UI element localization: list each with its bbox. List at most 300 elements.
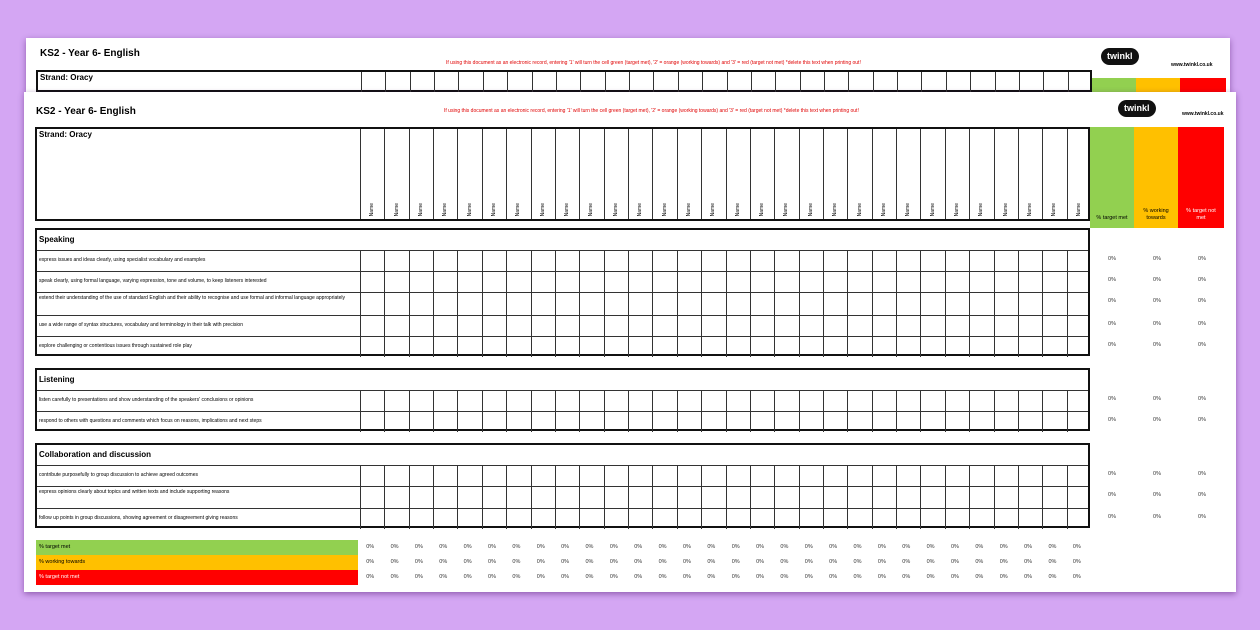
assessment-cell[interactable] [872, 336, 896, 357]
assessment-cell[interactable] [994, 411, 1018, 432]
assessment-cell[interactable] [920, 411, 944, 432]
assessment-cell[interactable] [506, 336, 530, 357]
assessment-cell[interactable] [652, 315, 676, 336]
assessment-cell[interactable] [677, 508, 701, 529]
assessment-cell[interactable] [701, 390, 725, 411]
assessment-cell[interactable] [604, 250, 628, 271]
column-name-header[interactable]: Name [783, 202, 790, 216]
assessment-cell[interactable] [433, 390, 457, 411]
assessment-cell[interactable] [701, 486, 725, 508]
assessment-cell[interactable] [847, 315, 871, 336]
assessment-cell[interactable] [896, 315, 920, 336]
assessment-cell[interactable] [457, 336, 481, 357]
assessment-cell[interactable] [482, 411, 506, 432]
assessment-cell[interactable] [799, 486, 823, 508]
assessment-cell[interactable] [433, 508, 457, 529]
assessment-cell[interactable] [555, 508, 579, 529]
column-name-header[interactable]: Name [807, 202, 814, 216]
assessment-cell[interactable] [847, 271, 871, 292]
assessment-cell[interactable] [847, 250, 871, 271]
assessment-cell[interactable] [1067, 271, 1091, 292]
assessment-cell[interactable] [652, 411, 676, 432]
assessment-cell[interactable] [384, 292, 408, 315]
assessment-cell[interactable] [1042, 292, 1066, 315]
assessment-cell[interactable] [506, 486, 530, 508]
assessment-cell[interactable] [823, 292, 847, 315]
assessment-cell[interactable] [579, 315, 603, 336]
assessment-cell[interactable] [457, 292, 481, 315]
assessment-cell[interactable] [482, 336, 506, 357]
assessment-cell[interactable] [555, 465, 579, 486]
assessment-cell[interactable] [482, 486, 506, 508]
assessment-cell[interactable] [701, 271, 725, 292]
assessment-cell[interactable] [945, 486, 969, 508]
assessment-cell[interactable] [677, 390, 701, 411]
assessment-cell[interactable] [701, 250, 725, 271]
column-name-header[interactable]: Name [661, 202, 668, 216]
assessment-cell[interactable] [920, 336, 944, 357]
assessment-cell[interactable] [726, 315, 750, 336]
assessment-cell[interactable] [872, 508, 896, 529]
assessment-cell[interactable] [652, 292, 676, 315]
assessment-cell[interactable] [799, 315, 823, 336]
assessment-cell[interactable] [482, 508, 506, 529]
assessment-cell[interactable] [994, 271, 1018, 292]
assessment-cell[interactable] [652, 508, 676, 529]
assessment-cell[interactable] [384, 271, 408, 292]
assessment-cell[interactable] [1042, 315, 1066, 336]
assessment-cell[interactable] [1067, 250, 1091, 271]
assessment-cell[interactable] [750, 336, 774, 357]
assessment-cell[interactable] [774, 465, 798, 486]
assessment-cell[interactable] [409, 486, 433, 508]
assessment-cell[interactable] [506, 292, 530, 315]
assessment-cell[interactable] [1018, 292, 1042, 315]
assessment-cell[interactable] [945, 390, 969, 411]
assessment-cell[interactable] [384, 390, 408, 411]
assessment-cell[interactable] [1042, 486, 1066, 508]
column-name-header[interactable]: Name [685, 202, 692, 216]
assessment-cell[interactable] [896, 465, 920, 486]
assessment-cell[interactable] [774, 292, 798, 315]
assessment-cell[interactable] [1067, 336, 1091, 357]
column-name-header[interactable]: Name [832, 202, 839, 216]
assessment-cell[interactable] [360, 508, 384, 529]
assessment-cell[interactable] [604, 486, 628, 508]
column-name-header[interactable]: Name [369, 202, 376, 216]
assessment-cell[interactable] [384, 336, 408, 357]
assessment-cell[interactable] [750, 315, 774, 336]
assessment-cell[interactable] [482, 271, 506, 292]
assessment-cell[interactable] [969, 336, 993, 357]
assessment-cell[interactable] [896, 508, 920, 529]
assessment-cell[interactable] [433, 465, 457, 486]
assessment-cell[interactable] [1018, 486, 1042, 508]
assessment-cell[interactable] [579, 250, 603, 271]
assessment-cell[interactable] [360, 465, 384, 486]
assessment-cell[interactable] [604, 292, 628, 315]
assessment-cell[interactable] [360, 315, 384, 336]
column-name-header[interactable]: Name [612, 202, 619, 216]
assessment-cell[interactable] [628, 390, 652, 411]
assessment-cell[interactable] [579, 465, 603, 486]
assessment-cell[interactable] [628, 465, 652, 486]
assessment-cell[interactable] [920, 271, 944, 292]
assessment-cell[interactable] [360, 336, 384, 357]
assessment-cell[interactable] [384, 250, 408, 271]
assessment-cell[interactable] [701, 315, 725, 336]
assessment-cell[interactable] [433, 292, 457, 315]
assessment-cell[interactable] [409, 411, 433, 432]
assessment-cell[interactable] [360, 250, 384, 271]
assessment-cell[interactable] [677, 250, 701, 271]
column-name-header[interactable]: Name [1075, 202, 1082, 216]
column-name-header[interactable]: Name [564, 202, 571, 216]
assessment-cell[interactable] [652, 465, 676, 486]
assessment-cell[interactable] [579, 390, 603, 411]
assessment-cell[interactable] [628, 411, 652, 432]
assessment-cell[interactable] [531, 292, 555, 315]
assessment-cell[interactable] [726, 465, 750, 486]
assessment-cell[interactable] [799, 250, 823, 271]
assessment-cell[interactable] [969, 250, 993, 271]
assessment-cell[interactable] [994, 486, 1018, 508]
assessment-cell[interactable] [628, 292, 652, 315]
assessment-cell[interactable] [750, 292, 774, 315]
assessment-cell[interactable] [677, 292, 701, 315]
assessment-cell[interactable] [945, 411, 969, 432]
assessment-cell[interactable] [677, 315, 701, 336]
assessment-cell[interactable] [604, 508, 628, 529]
assessment-cell[interactable] [628, 250, 652, 271]
assessment-cell[interactable] [531, 315, 555, 336]
assessment-cell[interactable] [457, 486, 481, 508]
assessment-cell[interactable] [579, 411, 603, 432]
assessment-cell[interactable] [482, 250, 506, 271]
assessment-cell[interactable] [555, 486, 579, 508]
assessment-cell[interactable] [750, 390, 774, 411]
assessment-cell[interactable] [531, 508, 555, 529]
assessment-cell[interactable] [823, 315, 847, 336]
assessment-cell[interactable] [579, 292, 603, 315]
assessment-cell[interactable] [1018, 411, 1042, 432]
assessment-cell[interactable] [774, 390, 798, 411]
assessment-cell[interactable] [896, 250, 920, 271]
assessment-cell[interactable] [774, 315, 798, 336]
assessment-cell[interactable] [994, 390, 1018, 411]
assessment-cell[interactable] [872, 292, 896, 315]
assessment-cell[interactable] [604, 411, 628, 432]
assessment-cell[interactable] [433, 486, 457, 508]
assessment-cell[interactable] [652, 271, 676, 292]
column-name-header[interactable]: Name [1051, 202, 1058, 216]
assessment-cell[interactable] [969, 486, 993, 508]
assessment-cell[interactable] [945, 315, 969, 336]
column-name-header[interactable]: Name [417, 202, 424, 216]
column-name-header[interactable]: Name [539, 202, 546, 216]
assessment-cell[interactable] [872, 486, 896, 508]
assessment-cell[interactable] [969, 292, 993, 315]
column-name-header[interactable]: Name [1002, 202, 1009, 216]
assessment-cell[interactable] [555, 411, 579, 432]
column-name-header[interactable]: Name [880, 202, 887, 216]
assessment-cell[interactable] [872, 315, 896, 336]
assessment-cell[interactable] [774, 336, 798, 357]
assessment-cell[interactable] [847, 336, 871, 357]
assessment-cell[interactable] [920, 292, 944, 315]
assessment-cell[interactable] [384, 465, 408, 486]
assessment-cell[interactable] [945, 271, 969, 292]
assessment-cell[interactable] [945, 465, 969, 486]
assessment-cell[interactable] [1018, 465, 1042, 486]
assessment-cell[interactable] [799, 271, 823, 292]
assessment-cell[interactable] [750, 250, 774, 271]
column-name-header[interactable]: Name [978, 202, 985, 216]
assessment-cell[interactable] [701, 411, 725, 432]
assessment-cell[interactable] [677, 465, 701, 486]
assessment-cell[interactable] [823, 411, 847, 432]
assessment-cell[interactable] [994, 465, 1018, 486]
assessment-cell[interactable] [799, 292, 823, 315]
assessment-cell[interactable] [384, 411, 408, 432]
assessment-cell[interactable] [360, 390, 384, 411]
assessment-cell[interactable] [604, 315, 628, 336]
assessment-cell[interactable] [701, 292, 725, 315]
assessment-cell[interactable] [457, 390, 481, 411]
assessment-cell[interactable] [433, 411, 457, 432]
assessment-cell[interactable] [482, 465, 506, 486]
assessment-cell[interactable] [652, 390, 676, 411]
assessment-cell[interactable] [945, 250, 969, 271]
assessment-cell[interactable] [1042, 508, 1066, 529]
assessment-cell[interactable] [360, 486, 384, 508]
assessment-cell[interactable] [920, 465, 944, 486]
assessment-cell[interactable] [896, 486, 920, 508]
assessment-cell[interactable] [774, 486, 798, 508]
assessment-cell[interactable] [750, 465, 774, 486]
assessment-cell[interactable] [969, 271, 993, 292]
assessment-cell[interactable] [457, 411, 481, 432]
assessment-cell[interactable] [726, 292, 750, 315]
assessment-cell[interactable] [384, 315, 408, 336]
assessment-cell[interactable] [896, 292, 920, 315]
assessment-cell[interactable] [604, 465, 628, 486]
assessment-cell[interactable] [457, 271, 481, 292]
assessment-cell[interactable] [384, 508, 408, 529]
assessment-cell[interactable] [652, 336, 676, 357]
assessment-cell[interactable] [506, 390, 530, 411]
assessment-cell[interactable] [1018, 315, 1042, 336]
assessment-cell[interactable] [1018, 271, 1042, 292]
assessment-cell[interactable] [482, 390, 506, 411]
assessment-cell[interactable] [579, 508, 603, 529]
assessment-cell[interactable] [969, 465, 993, 486]
column-name-header[interactable]: Name [759, 202, 766, 216]
assessment-cell[interactable] [1018, 508, 1042, 529]
assessment-cell[interactable] [409, 292, 433, 315]
assessment-cell[interactable] [726, 508, 750, 529]
assessment-cell[interactable] [482, 315, 506, 336]
assessment-cell[interactable] [506, 465, 530, 486]
assessment-cell[interactable] [531, 390, 555, 411]
assessment-cell[interactable] [847, 465, 871, 486]
assessment-cell[interactable] [409, 336, 433, 357]
column-name-header[interactable]: Name [953, 202, 960, 216]
column-name-header[interactable]: Name [710, 202, 717, 216]
assessment-cell[interactable] [1067, 390, 1091, 411]
assessment-cell[interactable] [360, 271, 384, 292]
assessment-cell[interactable] [628, 508, 652, 529]
assessment-cell[interactable] [774, 250, 798, 271]
assessment-cell[interactable] [872, 271, 896, 292]
assessment-cell[interactable] [433, 315, 457, 336]
assessment-cell[interactable] [604, 336, 628, 357]
assessment-cell[interactable] [384, 486, 408, 508]
assessment-cell[interactable] [872, 390, 896, 411]
assessment-cell[interactable] [847, 486, 871, 508]
assessment-cell[interactable] [847, 292, 871, 315]
assessment-cell[interactable] [604, 271, 628, 292]
assessment-cell[interactable] [360, 292, 384, 315]
assessment-cell[interactable] [872, 465, 896, 486]
column-name-header[interactable]: Name [515, 202, 522, 216]
assessment-cell[interactable] [823, 250, 847, 271]
assessment-cell[interactable] [823, 486, 847, 508]
assessment-cell[interactable] [531, 271, 555, 292]
assessment-cell[interactable] [920, 250, 944, 271]
assessment-cell[interactable] [799, 336, 823, 357]
assessment-cell[interactable] [579, 486, 603, 508]
assessment-cell[interactable] [750, 508, 774, 529]
assessment-cell[interactable] [969, 315, 993, 336]
assessment-cell[interactable] [1042, 336, 1066, 357]
assessment-cell[interactable] [1042, 390, 1066, 411]
assessment-cell[interactable] [872, 411, 896, 432]
assessment-cell[interactable] [823, 336, 847, 357]
assessment-cell[interactable] [1067, 508, 1091, 529]
assessment-cell[interactable] [579, 336, 603, 357]
assessment-cell[interactable] [1042, 465, 1066, 486]
assessment-cell[interactable] [799, 465, 823, 486]
assessment-cell[interactable] [677, 411, 701, 432]
assessment-cell[interactable] [677, 271, 701, 292]
assessment-cell[interactable] [531, 486, 555, 508]
column-name-header[interactable]: Name [637, 202, 644, 216]
assessment-cell[interactable] [531, 465, 555, 486]
assessment-cell[interactable] [1018, 250, 1042, 271]
assessment-cell[interactable] [677, 486, 701, 508]
assessment-cell[interactable] [750, 411, 774, 432]
assessment-cell[interactable] [896, 336, 920, 357]
assessment-cell[interactable] [969, 508, 993, 529]
assessment-cell[interactable] [774, 411, 798, 432]
assessment-cell[interactable] [847, 411, 871, 432]
column-name-header[interactable]: Name [1027, 202, 1034, 216]
assessment-cell[interactable] [774, 508, 798, 529]
assessment-cell[interactable] [1067, 411, 1091, 432]
assessment-cell[interactable] [823, 390, 847, 411]
assessment-cell[interactable] [531, 411, 555, 432]
assessment-cell[interactable] [799, 508, 823, 529]
assessment-cell[interactable] [920, 315, 944, 336]
assessment-cell[interactable] [409, 271, 433, 292]
assessment-cell[interactable] [531, 250, 555, 271]
assessment-cell[interactable] [677, 336, 701, 357]
assessment-cell[interactable] [433, 250, 457, 271]
assessment-cell[interactable] [409, 465, 433, 486]
assessment-cell[interactable] [750, 486, 774, 508]
assessment-cell[interactable] [823, 465, 847, 486]
assessment-cell[interactable] [555, 315, 579, 336]
assessment-cell[interactable] [506, 508, 530, 529]
assessment-cell[interactable] [896, 390, 920, 411]
assessment-cell[interactable] [945, 508, 969, 529]
assessment-cell[interactable] [1042, 271, 1066, 292]
assessment-cell[interactable] [701, 336, 725, 357]
assessment-cell[interactable] [726, 486, 750, 508]
column-name-header[interactable]: Name [466, 202, 473, 216]
assessment-cell[interactable] [457, 508, 481, 529]
assessment-cell[interactable] [701, 508, 725, 529]
assessment-cell[interactable] [628, 336, 652, 357]
assessment-cell[interactable] [945, 292, 969, 315]
assessment-cell[interactable] [872, 250, 896, 271]
assessment-cell[interactable] [555, 292, 579, 315]
assessment-cell[interactable] [555, 336, 579, 357]
column-name-header[interactable]: Name [856, 202, 863, 216]
assessment-cell[interactable] [604, 390, 628, 411]
assessment-cell[interactable] [628, 271, 652, 292]
assessment-cell[interactable] [1067, 465, 1091, 486]
column-name-header[interactable]: Name [905, 202, 912, 216]
assessment-cell[interactable] [726, 271, 750, 292]
assessment-cell[interactable] [994, 508, 1018, 529]
column-name-header[interactable]: Name [929, 202, 936, 216]
assessment-cell[interactable] [823, 271, 847, 292]
assessment-cell[interactable] [506, 271, 530, 292]
assessment-cell[interactable] [457, 250, 481, 271]
assessment-cell[interactable] [994, 315, 1018, 336]
assessment-cell[interactable] [750, 271, 774, 292]
assessment-cell[interactable] [433, 336, 457, 357]
column-name-header[interactable]: Name [588, 202, 595, 216]
assessment-cell[interactable] [994, 292, 1018, 315]
assessment-cell[interactable] [823, 508, 847, 529]
assessment-cell[interactable] [920, 390, 944, 411]
column-name-header[interactable]: Name [442, 202, 449, 216]
assessment-cell[interactable] [774, 271, 798, 292]
assessment-cell[interactable] [628, 486, 652, 508]
assessment-cell[interactable] [555, 390, 579, 411]
column-name-header[interactable]: Name [734, 202, 741, 216]
assessment-cell[interactable] [1018, 336, 1042, 357]
assessment-cell[interactable] [506, 315, 530, 336]
assessment-cell[interactable] [799, 411, 823, 432]
assessment-cell[interactable] [531, 336, 555, 357]
assessment-cell[interactable] [409, 315, 433, 336]
assessment-cell[interactable] [1067, 292, 1091, 315]
assessment-cell[interactable] [457, 315, 481, 336]
assessment-cell[interactable] [969, 390, 993, 411]
column-name-header[interactable]: Name [393, 202, 400, 216]
assessment-cell[interactable] [969, 411, 993, 432]
column-name-header[interactable]: Name [491, 202, 498, 216]
assessment-cell[interactable] [994, 250, 1018, 271]
assessment-cell[interactable] [555, 250, 579, 271]
assessment-cell[interactable] [579, 271, 603, 292]
assessment-cell[interactable] [701, 465, 725, 486]
assessment-cell[interactable] [652, 486, 676, 508]
